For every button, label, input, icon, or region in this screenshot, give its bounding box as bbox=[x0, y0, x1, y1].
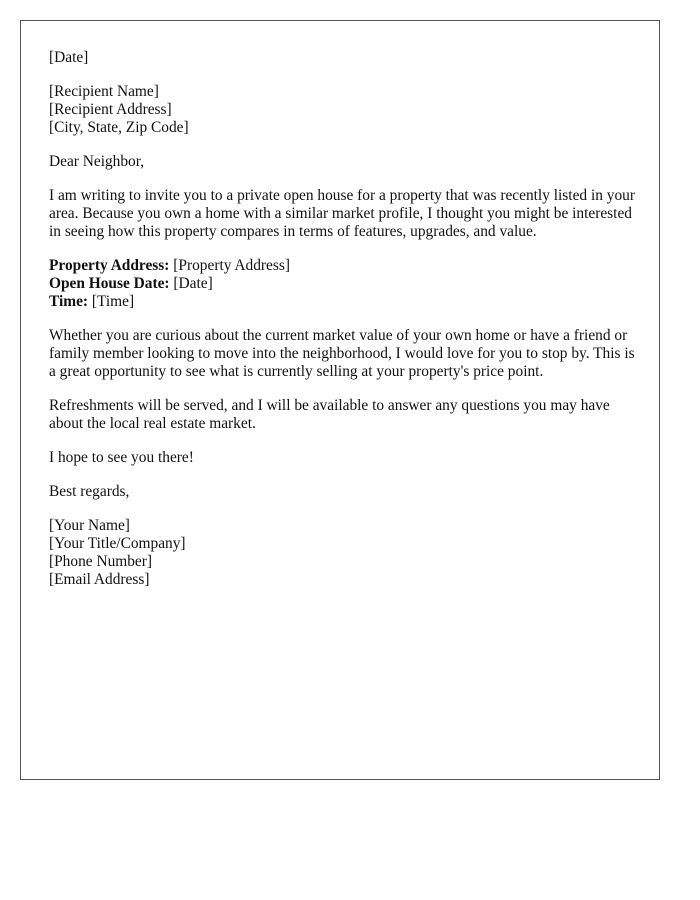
market-paragraph: Whether you are curious about the current market value of your own home or have a friend or family member looking to move into the neighborhood, I would love for you to stop by. This is a great opportunity to see what is currently selling at your property's price point. bbox=[49, 327, 635, 380]
property-address-label: Property Address: bbox=[49, 257, 170, 274]
letter-page bbox=[20, 20, 660, 780]
open-house-date-value: [Date] bbox=[173, 275, 213, 292]
signature-name: [Your Name] bbox=[49, 517, 130, 534]
property-address-value: [Property Address] bbox=[173, 257, 290, 274]
event-details bbox=[49, 257, 639, 311]
hope-line: I hope to see you there! bbox=[49, 449, 194, 466]
recipient-block bbox=[49, 83, 639, 137]
open-house-date-row bbox=[49, 275, 639, 293]
time-row bbox=[49, 293, 639, 311]
signature-block bbox=[49, 517, 639, 589]
refreshments-paragraph: Refreshments will be served, and I will be available to answer any questions you may have about the local real estate market. bbox=[49, 397, 610, 432]
letter-body bbox=[49, 49, 639, 605]
signature-email: [Email Address] bbox=[49, 571, 150, 588]
time-label: Time: bbox=[49, 293, 89, 310]
signature-title-company: [Your Title/Company] bbox=[49, 535, 186, 552]
recipient-address: [Recipient Address] bbox=[49, 101, 172, 118]
time-value: [Time] bbox=[91, 293, 135, 310]
signature-phone: [Phone Number] bbox=[49, 553, 153, 570]
closing: Best regards, bbox=[49, 483, 130, 500]
intro-paragraph: I am writing to invite you to a private open house for a property that was recently listed in your area. Because you own a home with a similar market profile, I thought you might be interested in seeing how this property compares in terms of features, upgrades, and value. bbox=[49, 187, 635, 240]
open-house-date-label: Open House Date: bbox=[49, 275, 170, 292]
property-address-row bbox=[49, 257, 639, 275]
recipient-name: [Recipient Name] bbox=[49, 83, 159, 100]
salutation: Dear Neighbor, bbox=[49, 153, 145, 170]
letter-date: [Date] bbox=[49, 49, 89, 66]
recipient-city-state-zip: [City, State, Zip Code] bbox=[49, 119, 189, 136]
